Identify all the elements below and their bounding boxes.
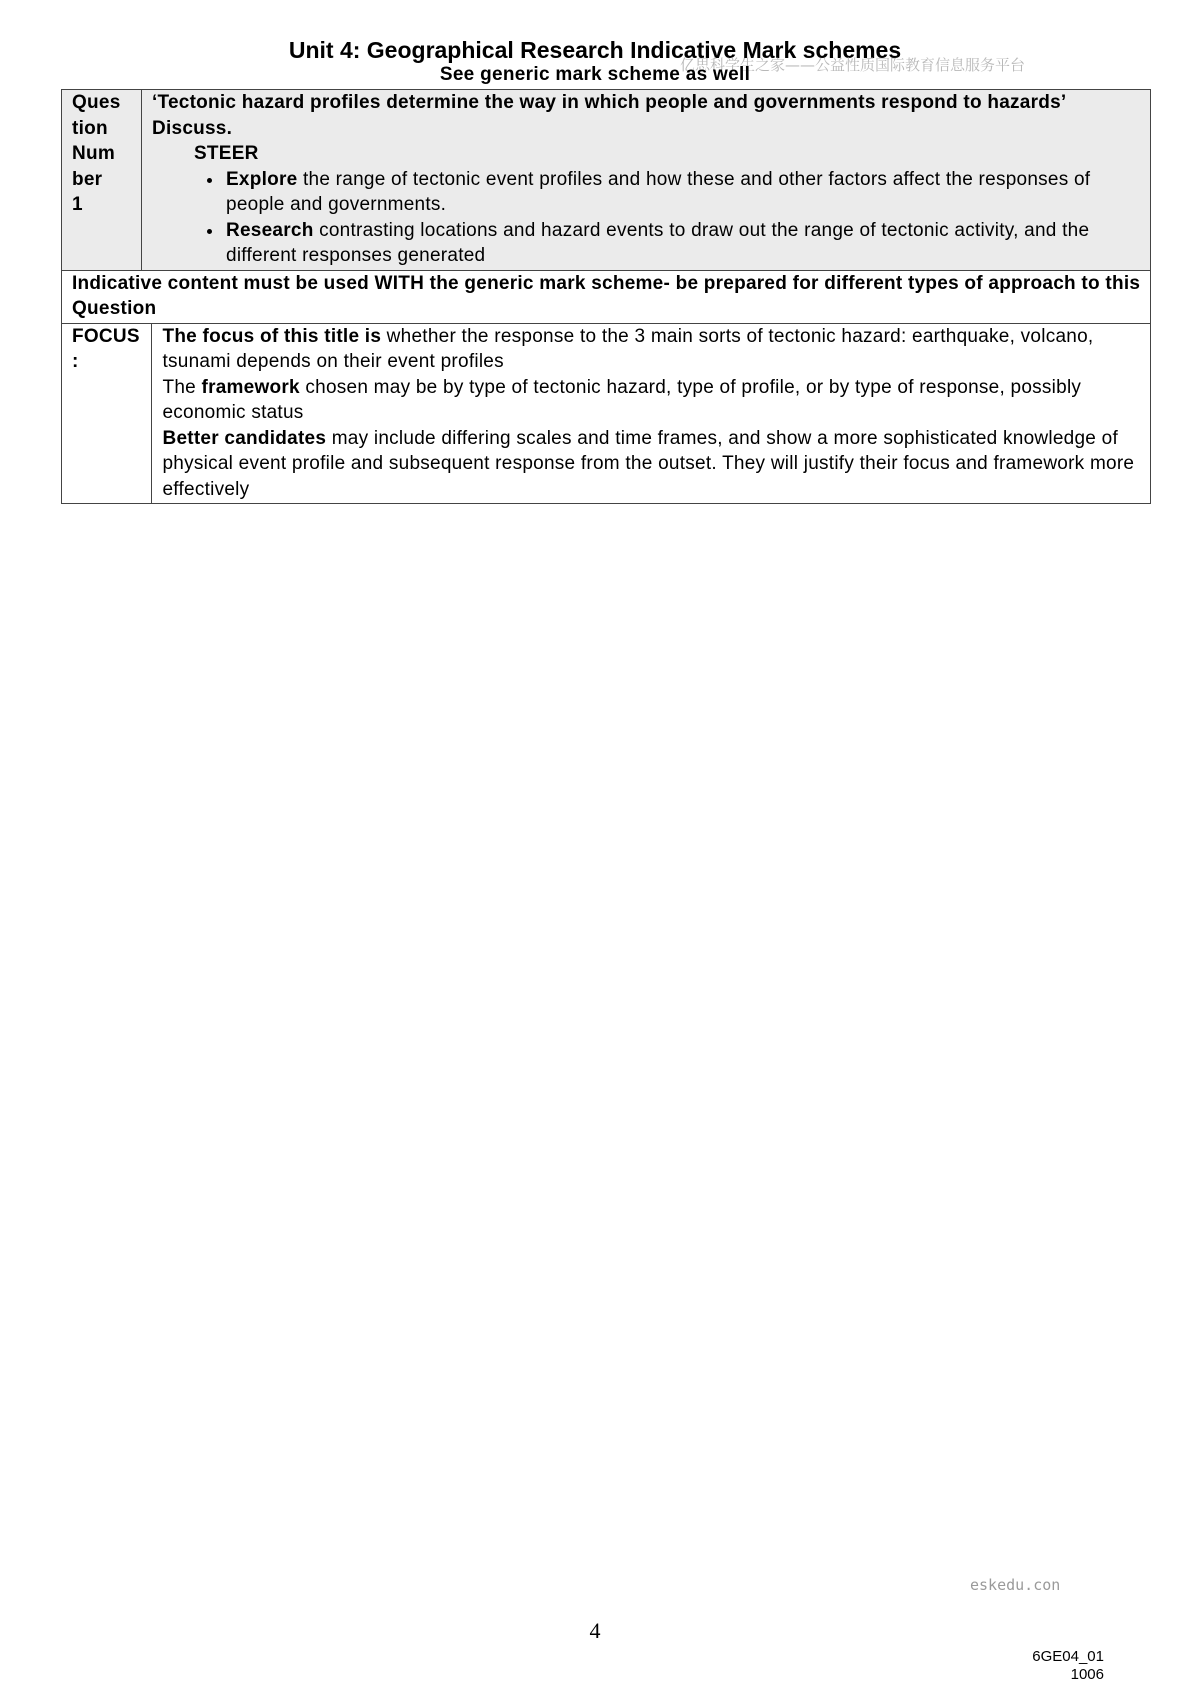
page-title: Unit 4: Geographical Research Indicative Mark schemes: [288, 37, 902, 63]
framework-bold: framework: [201, 376, 300, 398]
steer-bullet-list: [152, 167, 1142, 269]
mark-scheme-table: [61, 89, 1151, 504]
better-candidates-text: may include differing scales and time frames, and show a more sophisticated knowledge of physical event profile and subsequent response from the outset. They will justify their focus and framework more effectively: [162, 427, 1135, 500]
question-number-line: 1: [72, 194, 83, 215]
bullet-keyword: Research: [226, 219, 314, 241]
document-code: [1000, 1648, 1104, 1684]
watermark-text: 亿思科学生之家——公益性质国际教育信息服务平台: [680, 56, 1026, 74]
question-title: ‘Tectonic hazard profiles determine the way in which people and governments respond to hazards’ Discuss.: [152, 92, 1066, 139]
question-number-line: Num: [72, 143, 115, 164]
focus-label: FOCUS :: [62, 323, 152, 504]
bullet-keyword: Explore: [226, 168, 298, 190]
steer-bullet: [224, 167, 1142, 218]
question-number-line: ber: [72, 168, 103, 190]
framework-text: chosen may be by type of tectonic hazard, type of profile, or by type of response, possibly economic status: [162, 376, 1082, 423]
document-code-line: 6GE04_01: [1032, 1648, 1104, 1665]
steer-label: STEER: [194, 143, 259, 164]
focus-row: [62, 323, 1151, 504]
steer-bullet: [224, 218, 1142, 269]
question-number-cell: [62, 90, 142, 271]
indicative-row: [62, 270, 1151, 323]
focus-text: whether the response to the 3 main sorts of tectonic hazard: earthquake, volcano, tsunami depends on their event profiles: [162, 325, 1094, 372]
question-number-line: tion: [72, 117, 108, 139]
focus-content-cell: [152, 323, 1151, 504]
question-number-line: Ques: [72, 92, 121, 113]
bullet-text: contrasting locations and hazard events to draw out the range of tectonic activity, and the different responses generated: [226, 219, 1090, 266]
question-content-cell: [142, 90, 1151, 271]
footer-watermark: eskedu.con: [970, 1576, 1061, 1594]
question-row: [62, 90, 1151, 271]
focus-title-bold: The focus of this title is: [162, 325, 382, 347]
page-subtitle: See generic mark scheme as well: [439, 64, 751, 85]
indicative-content-cell: Indicative content must be used WITH the generic mark scheme- be prepared for different types of approach to this Question: [62, 270, 1151, 323]
page-number: 4: [589, 1618, 601, 1643]
document-code-line: 1006: [1070, 1666, 1104, 1683]
bullet-text: the range of tectonic event profiles and how these and other factors affect the responses of people and governments.: [226, 168, 1091, 215]
better-candidates-bold: Better candidates: [162, 427, 327, 449]
framework-prefix: The: [162, 376, 202, 398]
